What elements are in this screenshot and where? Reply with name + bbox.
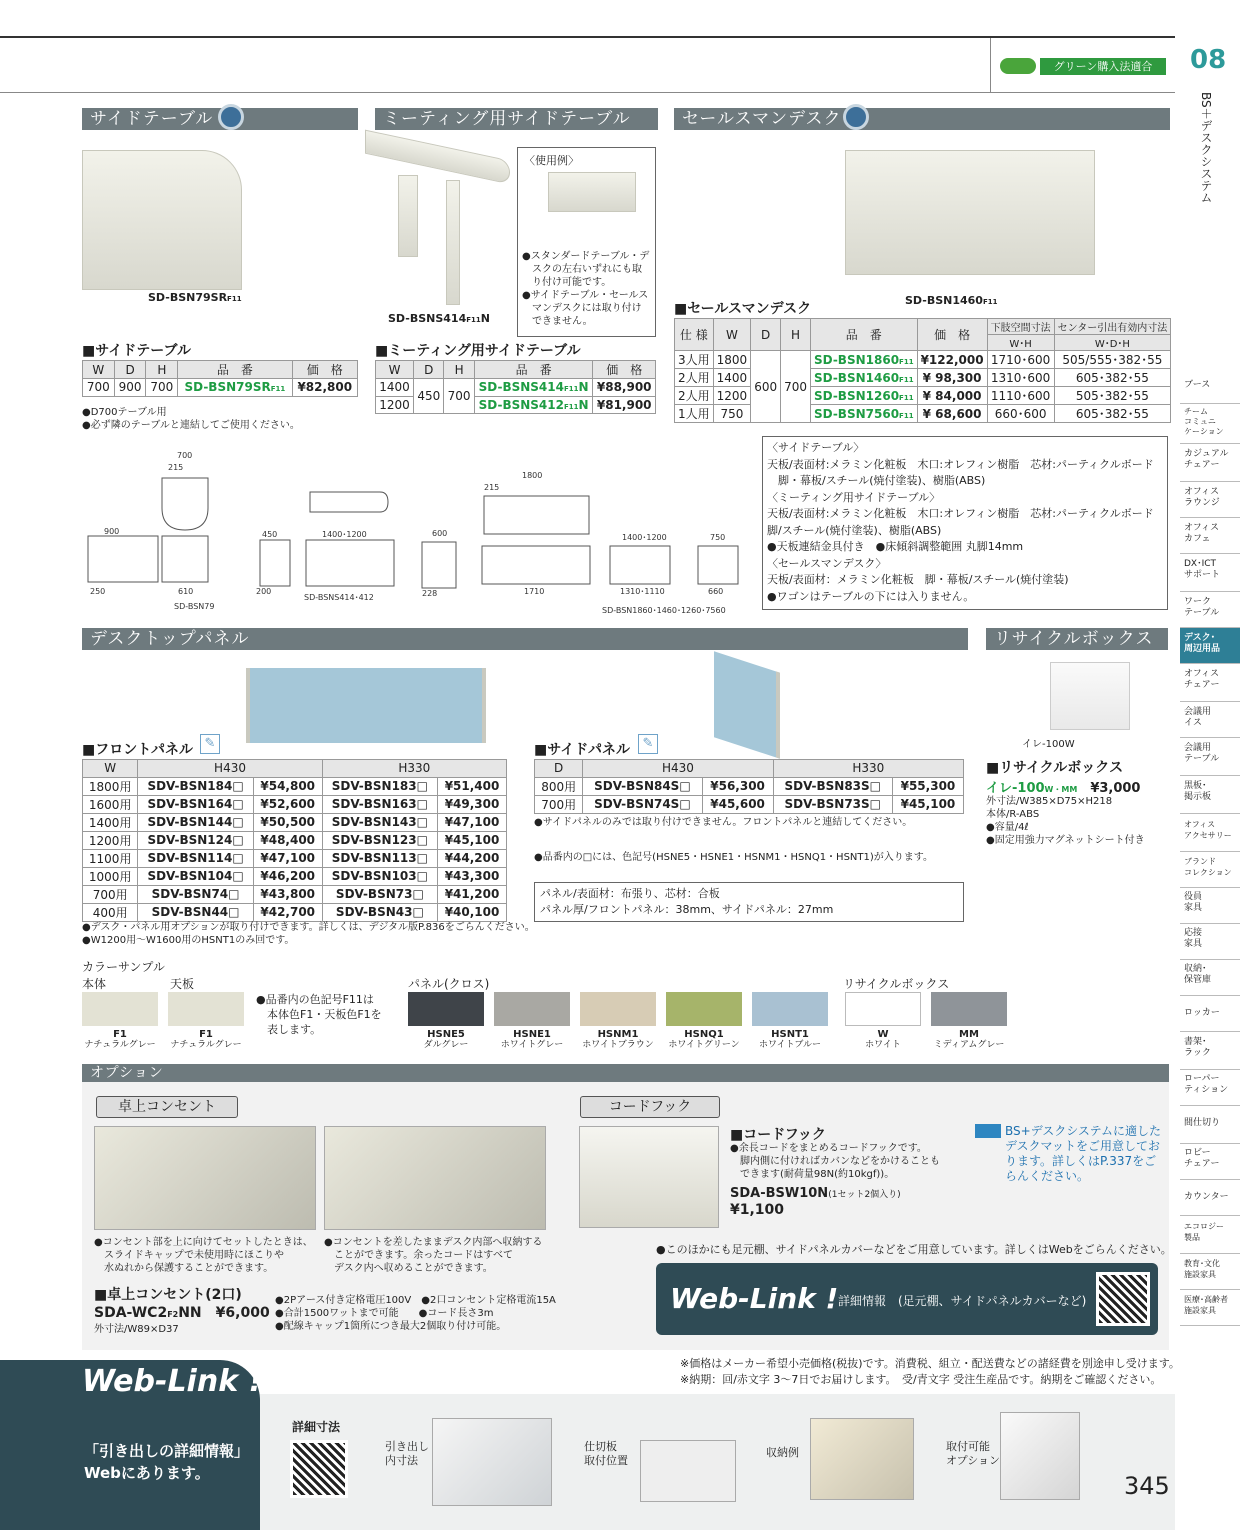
page-number: 345 (1124, 1472, 1170, 1500)
colors-note: ●品番内の色記号F11は 本体色F1・天板色F1を 表します。 (256, 993, 382, 1036)
colors-body-label: 本体 (82, 977, 107, 991)
dim-side-700: 700 (177, 451, 193, 460)
dim-meet-w: 1400･1200 (322, 530, 367, 539)
footer-label-2: 仕切板 取付位置 (584, 1440, 628, 1467)
rotation-icon (218, 104, 244, 130)
delivery-note: ※納期：回/赤文字 3～7日でお届けします。 受/青文字 受注生産品です。納期をご確認ください。 (680, 1373, 1162, 1386)
chapter-title: BS＋デスクシステム (1199, 92, 1213, 204)
qr-code-icon[interactable] (1096, 1272, 1150, 1326)
swatch-hsnm1-label: HSNM1 ホワイトブラウン (582, 1029, 654, 1050)
section-recycle-box: リサイクルボックス (986, 628, 1168, 650)
swatch-f1-top-label: F1 ナチュラルグレー (170, 1029, 242, 1050)
side-tab-casual[interactable]: カジュアル チェアー (1180, 444, 1240, 482)
side-tab-storage[interactable]: 収納･ 保管庫 (1180, 960, 1240, 996)
dim-sales-660: 660 (708, 587, 724, 596)
rotation-icon (843, 104, 869, 130)
panel-material: パネル/表面材：布張り、芯材：合板 パネル厚/フロントパネル：38mm、サイドパネル：27mm (540, 887, 834, 916)
side-tab-team[interactable]: チーム コミュニ ケーション (1180, 404, 1240, 444)
dim-meet-450: 450 (262, 530, 278, 539)
outlet-tab: 卓上コンセント (96, 1096, 238, 1118)
dim-sales-1310: 1310･1110 (620, 587, 665, 596)
recycle-price-line: イレ-100W・MM ¥3,000 (986, 781, 1141, 796)
side-tab-work-table[interactable]: ワーク テーブル (1180, 592, 1240, 628)
footer-drawer-info: 「引き出しの詳細情報」 Webにあります。 (84, 1442, 250, 1482)
header-rule (0, 36, 1175, 38)
meeting-table-leg (446, 180, 460, 305)
footer-qr-icon[interactable] (290, 1440, 348, 1498)
colors-title: カラーサンプル (82, 960, 165, 974)
colors-recycle-label: リサイクルボックス (843, 977, 950, 991)
outlet-note1: ●コンセント部を上に向けてセットしたときは、 スライドキャップで未使用時にほこりや 水ぬれから保護することができます。 (94, 1237, 313, 1274)
hook-price: ¥1,100 (730, 1202, 785, 1218)
side-tab-locker[interactable]: ロッカー (1180, 996, 1240, 1032)
recycle-heading: ■リサイクルボックス (986, 760, 1124, 776)
pin-icon: ✎ (638, 734, 658, 754)
price-note: ※価格はメーカー希望小売価格(税抜)です。消費税、組立・配送費などの諸経費を別途申し受けます。 (680, 1357, 1180, 1370)
meeting-table-img-label: SD-BSNS414F11N (388, 312, 490, 325)
meeting-table-heading: ■ミーティング用サイドテーブル (375, 343, 581, 359)
outlet-price-line: SDA-WC2F2NN ¥6,000 (94, 1305, 270, 1321)
hook-notes: ●余長コードをまとめるコードフックです。 脚内側に付ければカバンなどをかけることも できます(耐荷量98N(約10kgf))。 (730, 1143, 940, 1180)
side-tab-counter[interactable]: カウンター (1180, 1180, 1240, 1216)
side-panel-heading: ■サイドパネル (534, 742, 630, 758)
header-divider (990, 38, 991, 92)
dim-meet-200: 200 (256, 587, 272, 596)
usage-title: 〈使用例〉 (524, 154, 579, 167)
swatch-hsne5-label: HSNE5 ダルグレー (423, 1029, 469, 1050)
dim-sales-1400: 1400･1200 (622, 533, 667, 542)
side-tab-partition[interactable]: 間仕切り (1180, 1106, 1240, 1144)
side-tab-board[interactable]: 黒板･ 掲示板 (1180, 776, 1240, 814)
materials-text: 〈サイドテーブル〉 天板/表面材:メラミン化粧板 木口:オレフィン樹脂 芯材:パーティクルボード 脚・幕板/スチール(焼付塗装)、樹脂(ABS) 〈ミーティング用サイドテーブル〉 天板/表面材:メラミン化粧板 木口:オレフィン樹脂 芯材:パーティクルボード 脚/スチール(焼付塗装)、樹脂(ABS) ●天板連結金具付き ●床傾斜調整範囲 丸脚14mm 〈セールスマンデスク〉 天板/表面材：メラミン化粧板 脚・幕板/スチール(焼付塗装) ●ワゴンはテーブルの下には入りません。 (767, 441, 1154, 603)
swatch-hsnt1 (752, 992, 828, 1026)
chapter-number: 08 (1190, 45, 1227, 75)
swatch-mm (931, 992, 1007, 1026)
side-tab-shelf[interactable]: 書架･ ラック (1180, 1032, 1240, 1070)
side-tab-cafe[interactable]: オフィス カフェ (1180, 518, 1240, 554)
footer-label-4: 取付可能 オプション (946, 1440, 1001, 1467)
usage-image (548, 172, 636, 212)
recycle-notes: 外寸法/W385×D75×H218 本体/R-ABS ●容量/4ℓ ●固定用強力マグネットシート付き (986, 796, 1145, 846)
side-panel-note2: ●品番内の□には、色記号(HSNE5・HSNE1・HSNM1・HSNQ1・HSNT1)が入ります。 (534, 852, 933, 863)
sales-desk-image (845, 150, 1095, 275)
dim-sales-750: 750 (710, 533, 726, 542)
footer-label-1: 引き出し 内寸法 (385, 1440, 429, 1467)
meeting-table-spec: W D H 品 番 価 格 1400 450 700 SD-BSNS414F11N ¥88,900 1200 SD-BSNS412F11N ¥81,900 (375, 360, 656, 414)
hook-photo (579, 1126, 719, 1228)
meeting-table-image (365, 130, 510, 185)
outlet-note2: ●コンセントを差したままデスク内部へ収納する ことができます。余ったコードはすべて デスク内へ収めることができます。 (324, 1237, 543, 1274)
side-tab-reception[interactable]: 応接 家具 (1180, 924, 1240, 960)
front-panel-heading: ■フロントパネル (82, 742, 193, 758)
swatch-hsne5 (408, 992, 484, 1026)
front-panel-spec: W H430 H330 1800用 SDV-BSN184□ ¥54,800 SDV-BSN183□ ¥51,400 1600用 SDV-BSN164□ ¥52,600 SDV-BSN163□ ¥49,300 1400用 SDV-BSN144□ ¥50,500 SDV-BSN143□ ¥47,100 1200用 SDV-BSN124□ ¥48,400 SDV-BSN123□ ¥45,100 1100用 SDV-BSN114□ ¥47,100 SDV-BSN113□ ¥44,200 1000用 SDV-BSN104□ ¥46,200 SDV-BSN103□ ¥43,300 700用 SDV-BSN74□ ¥43,800 SDV-BSN73□ ¥41,200 400用 SDV-BSN44□ ¥42,700 SDV-BSN43□ ¥40,100 (82, 759, 507, 922)
swatch-hsnq1 (666, 992, 742, 1026)
dim-side-610: 610 (178, 587, 194, 596)
swatch-hsne1-label: HSNE1 ホワイトグレー (500, 1029, 564, 1050)
side-table-spec: W D H 品 番 価 格 700 900 700 SD-BSN79SRF11 ¥82,800 (82, 360, 358, 397)
diagram-label-sales: SD-BSN1860･1460･1260･7560 (602, 606, 726, 615)
green-label: グリーン購入法適合 (1040, 58, 1166, 75)
sales-desk-heading: ■セールスマンデスク (674, 301, 812, 317)
side-tab-executive[interactable]: 役員 家具 (1180, 888, 1240, 924)
swatch-w-label: W ホワイト (865, 1029, 901, 1050)
desk-mat-note: BS+デスクシステムに適した デスクマットをご用意してお ります。詳しくはP.337をご らんください。 (1005, 1124, 1162, 1183)
section-sales-desk: セールスマンデスク (674, 108, 1170, 130)
hook-tab: コードフック (580, 1096, 720, 1118)
header-rule-2 (0, 92, 1175, 93)
diagram-label-side: SD-BSN79 (174, 602, 215, 611)
swatch-mm-label: MM ミディアムグレー (933, 1029, 1005, 1050)
outlet-photo-2 (324, 1126, 546, 1230)
side-table-notes: ●D700テーブル用 ●必ず隣のテーブルと連結してご使用ください。 (82, 407, 300, 431)
swatch-f1-top (168, 992, 244, 1026)
usage-notes: ●スタンダードテーブル・デ スクの左右いずれにも取 り付け可能です。 ●サイドテーブル・セールス マンデスクには取り付け できません。 (522, 251, 650, 327)
side-tab-accessory[interactable]: オフィス アクセサリー (1180, 814, 1240, 852)
swatch-hsnq1-label: HSNQ1 ホワイトグリーン (668, 1029, 740, 1050)
side-panel-spec: D H430 H330 800用 SDV-BSN84S□ ¥56,300 SDV-BSN83S□ ¥55,300 700用 SDV-BSN74S□ ¥45,600 SDV-BSN73S□ ¥45,100 (534, 759, 964, 814)
side-panel-note1: ●サイドパネルのみでは取り付けできません。フロントパネルと連結してください。 (534, 817, 913, 828)
side-tab-office-chair[interactable]: オフィス チェアー (1180, 664, 1240, 702)
colors-top-label: 天板 (170, 977, 195, 991)
side-tab-medical[interactable]: 医療･高齢者 施設家具 (1180, 1290, 1240, 1326)
side-table-image (82, 150, 242, 290)
pin-icon: ✎ (200, 734, 220, 754)
side-tab-booth[interactable]: ブース (1180, 368, 1240, 404)
outlet-photo-1 (94, 1126, 316, 1230)
section-side-table: サイドテーブル (82, 108, 358, 130)
more-note: ●このほかにも足元棚、サイドパネルカバーなどをご用意しています。詳しくはWebをごらんください。 (656, 1243, 1172, 1256)
outlet-size: 外寸法/W89×D37 (94, 1324, 179, 1335)
weblink-detail: 詳細情報 (足元棚、サイドパネルカバーなど) (838, 1294, 1087, 1308)
meeting-table-leg (398, 175, 418, 257)
front-panel-notes: ●デスク・パネル用オプションが取り付けできます。詳しくは、デジタル版P.836をごらんください。 ●W1200用～W1600用のHSNT1のみ回です。 (82, 922, 535, 946)
outlet-heading: ■卓上コンセント(2口) (94, 1287, 242, 1303)
options-image (1000, 1412, 1080, 1500)
section-meeting-table: ミーティング用サイドテーブル (375, 108, 658, 130)
sales-desk-img-label: SD-BSN1460F11 (905, 294, 998, 307)
swatch-hsnm1 (580, 992, 656, 1026)
side-tab-lounge[interactable]: オフィス ラウンジ (1180, 482, 1240, 518)
green-icon (1000, 58, 1036, 74)
side-panel-image (714, 651, 780, 758)
dim-sales-228: 228 (422, 589, 438, 598)
recycle-img-label: イレ-100W (1022, 739, 1075, 750)
partition-image (640, 1440, 736, 1502)
side-tab-desk[interactable]: デスク･ 周辺用品 (1180, 628, 1240, 664)
swatch-hsnt1-label: HSNT1 ホワイトブルー (758, 1029, 822, 1050)
side-tab-meeting-table[interactable]: 会議用 テーブル (1180, 738, 1240, 776)
diagram-label-meet: SD-BSNS414･412 (304, 593, 374, 602)
dim-sales-600: 600 (432, 529, 448, 538)
side-table-heading: ■サイドテーブル (82, 343, 191, 359)
dim-side-215: 215 (168, 463, 184, 472)
side-tab-brand[interactable]: ブランド コレクション (1180, 852, 1240, 888)
swatch-f1-body-label: F1 ナチュラルグレー (84, 1029, 156, 1050)
dim-side-250: 250 (90, 587, 106, 596)
outlet-specs: ●2Pアース付き定格電圧100V ●2口コンセント定格電流15A ●合計1500ワットまで可能 ●コード長さ3m ●配線キャップ1箇所につき最大2個取り付け可能。 (275, 1295, 556, 1332)
section-desktop-panel: デスクトップパネル (82, 628, 968, 650)
side-tab-education[interactable]: 教育･文化 施設家具 (1180, 1254, 1240, 1290)
dim-side-900: 900 (104, 527, 120, 536)
side-table-img-label: SD-BSN79SRF11 (148, 291, 242, 304)
colors-panel-label: パネル(クロス) (408, 977, 490, 991)
side-tab-meeting-chair[interactable]: 会議用 イス (1180, 702, 1240, 738)
hook-code-line: SDA-BSW10N(1セット2個入り) (730, 1186, 901, 1201)
desk-mat-icon (975, 1124, 1001, 1138)
footer-weblink-title: Web-Link ! (82, 1364, 263, 1399)
section-options: オプション (82, 1064, 1169, 1082)
storage-example-image (810, 1418, 914, 1500)
front-panel-image (246, 668, 486, 743)
drawer-dims-image (432, 1418, 552, 1506)
footer-label-3: 収納例 (766, 1446, 799, 1459)
dim-sales-1710: 1710 (524, 587, 545, 596)
footer-detail-dims: 詳細寸法 (292, 1420, 341, 1434)
side-tab-low-partition[interactable]: ローパー ティション (1180, 1070, 1240, 1106)
hook-heading: ■コードフック (730, 1127, 826, 1143)
swatch-hsne1 (494, 992, 570, 1026)
dimension-diagrams (82, 448, 754, 618)
dim-sales-1800: 1800 (522, 471, 543, 480)
swatch-f1-body (82, 992, 158, 1026)
swatch-w (845, 992, 921, 1026)
recycle-box-image (1050, 662, 1130, 730)
dim-sales-215: 215 (484, 483, 500, 492)
side-tab-ecology[interactable]: エコロジー 製品 (1180, 1216, 1240, 1254)
weblink-title[interactable]: Web-Link ! (670, 1282, 839, 1315)
side-tab-dx[interactable]: DX･ICT サポート (1180, 554, 1240, 592)
sales-desk-spec: 仕 様 W D H 品 番 価 格 下肢空間寸法 センター引出有効内寸法 W･H W･D･H 3人用 1800 600 700 SD-BSN1860F11 ¥122,000 1710･600 505/555･382･55 2人用 1400 SD-BSN1460F11 ¥ 98,300 1310･600 605･382･55 2人用 1200 SD-BSN1260F11 ¥ 84,000 1110･600 505･382･55 1人用 750 SD-BSN7560F11 ¥ 68,600 660･600 605･382･55 (674, 318, 1171, 423)
side-tab-lobby-chair[interactable]: ロビー チェアー (1180, 1144, 1240, 1180)
